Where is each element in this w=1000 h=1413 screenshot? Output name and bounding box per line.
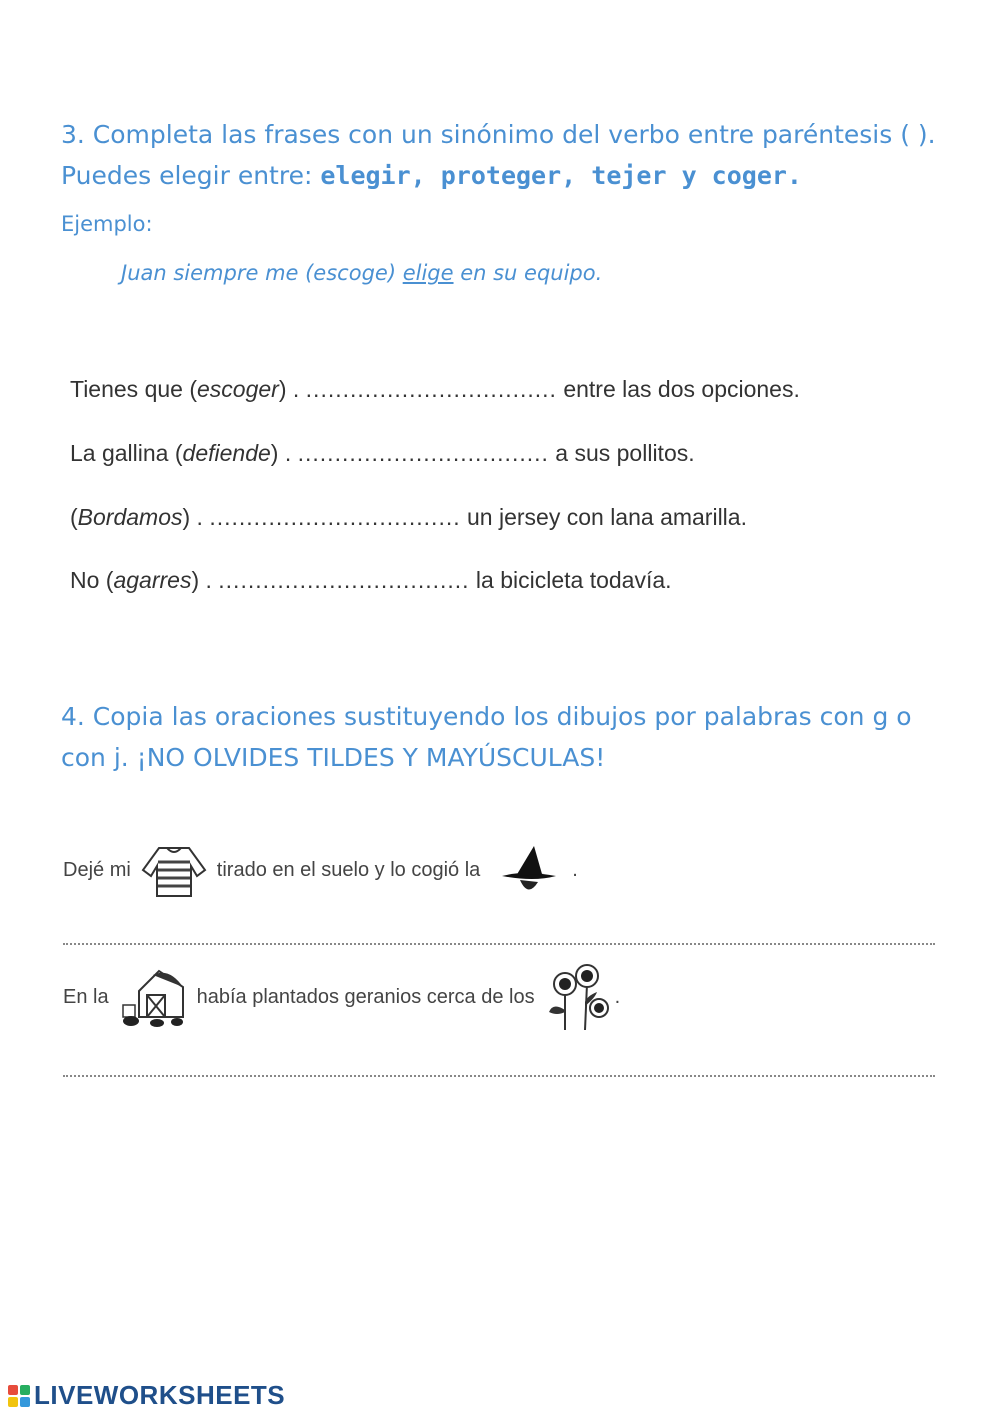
sentence-post: ) . [191, 567, 219, 593]
exercise-4-title-line2: con j. ¡NO OLVIDES TILDES Y MAYÚSCULAS! [61, 743, 606, 772]
example-text-after: en su equipo. [453, 261, 603, 285]
row1-text-end: . [572, 858, 578, 881]
answer-blank[interactable]: .................................. [209, 504, 461, 530]
row2-text-end: . [614, 985, 621, 1008]
exercise-3-title-line1: 3. Completa las frases con un sinónimo del verbo entre paréntesis ( ). [61, 120, 936, 149]
answer-blank[interactable]: .................................. [218, 567, 470, 593]
sentence-verb: defiende [182, 440, 271, 466]
sentence-verb: Bordamos [77, 504, 183, 530]
liveworksheets-logo[interactable] [8, 1380, 285, 1411]
sentence-2 [70, 440, 695, 467]
answer-blank[interactable]: .................................. [305, 376, 557, 402]
witch-hat-icon [494, 840, 564, 900]
answer-line-2[interactable] [63, 1075, 935, 1077]
barn-icon [117, 965, 189, 1029]
sentence-pre: La gallina ( [70, 440, 183, 466]
sentence-verb: agarres [113, 567, 192, 593]
answer-blank[interactable]: .................................. [297, 440, 549, 466]
picture-sentence-1 [63, 840, 578, 900]
row2-text-start: En la [63, 985, 109, 1008]
sentence-verb: escoger [197, 376, 279, 402]
picture-sentence-2 [63, 962, 620, 1032]
sentence-pre: Tienes que ( [70, 376, 197, 402]
exercise-3-title-line2 [61, 155, 936, 196]
sweater-icon [139, 840, 209, 900]
sentence-pre: ( [70, 504, 78, 530]
sentence-rest: la bicicleta todavía. [469, 567, 672, 593]
brand-name: LIVEWORKSHEETS [34, 1380, 286, 1410]
answer-line-1[interactable] [63, 943, 935, 945]
exercise-3-title [61, 114, 936, 196]
sentence-1 [70, 376, 800, 403]
sentence-rest: un jersey con lana amarilla. [460, 504, 747, 530]
sentence-3 [70, 504, 747, 531]
sentence-post: ) . [278, 376, 306, 402]
options-list: elegir, proteger, tejer y coger. [320, 161, 802, 190]
sentence-post: ) . [182, 504, 210, 530]
row2-text-middle: había plantados geranios cerca de los [196, 985, 535, 1008]
example-text-before: Juan siempre me (escoge) [121, 261, 403, 285]
sentence-pre: No ( [70, 567, 114, 593]
exercise-4-title-line1: 4. Copia las oraciones sustituyendo los dibujos por palabras con g o [61, 702, 912, 731]
logo-blocks-icon [8, 1385, 30, 1407]
example-answer: elige [402, 261, 454, 285]
sentence-rest: a sus pollitos. [548, 440, 695, 466]
example-label: Ejemplo: [61, 212, 153, 236]
example-sentence [121, 261, 602, 285]
sentence-rest: entre las dos opciones. [556, 376, 800, 402]
sunflowers-icon [537, 962, 613, 1032]
sentence-post: ) . [270, 440, 298, 466]
options-prefix: Puedes elegir entre: [61, 161, 321, 190]
row1-text-start: Dejé mi [63, 858, 131, 881]
row1-text-middle: tirado en el suelo y lo cogió la [216, 858, 481, 881]
exercise-4-title [61, 696, 912, 778]
sentence-4 [70, 567, 672, 594]
